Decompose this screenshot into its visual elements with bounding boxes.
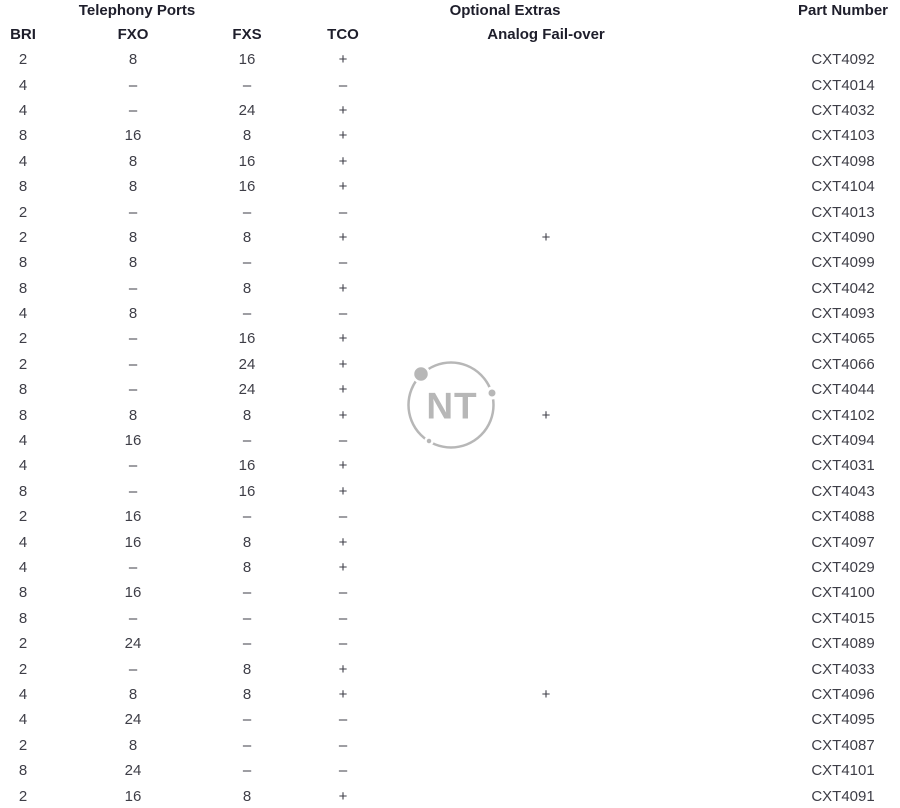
cell-tco: + [338,457,348,475]
cell-tco: + [338,178,348,196]
cell-part-number: CXT4098 [811,152,875,170]
cell-part-number: CXT4104 [811,178,875,196]
cell-tco: + [338,787,348,805]
cell-part-number: CXT4092 [811,51,875,69]
cell-fxs: 8 [242,685,252,703]
cell-part-number: CXT4102 [811,406,875,424]
cell-fxo: 8 [128,736,138,754]
cell-tco: + [338,406,348,424]
cell-fxo: 8 [128,406,138,424]
cell-part-number: CXT4093 [811,305,875,323]
cell-bri: 8 [18,584,28,602]
cell-fxs: 16 [238,457,256,475]
cell-bri: 4 [18,432,28,450]
cell-fxs: 16 [238,178,256,196]
cell-fxs: – [242,203,252,221]
cell-bri: 4 [18,101,28,119]
cell-fxs: – [242,609,252,627]
cell-fxo: 16 [124,787,142,805]
cell-fxo: 8 [128,305,138,323]
cell-fxo: 8 [128,685,138,703]
cell-part-number: CXT4043 [811,482,875,500]
cell-tco: – [338,508,348,526]
cell-part-number: CXT4029 [811,559,875,576]
cell-fxo: – [128,76,138,94]
cell-bri: 4 [18,533,28,551]
cell-fxs: 24 [238,101,256,119]
cell-fxo: – [128,101,138,119]
table-row [0,149,900,174]
cell-part-number: CXT4089 [811,635,875,653]
cell-part-number: CXT4103 [811,127,875,145]
cell-fxs: – [242,76,252,94]
cell-bri: 4 [18,305,28,323]
cell-part-number: CXT4095 [811,711,875,729]
cell-fxs: 8 [242,533,252,551]
column-header-bri: BRI [10,25,36,43]
cell-tco: + [338,127,348,145]
table-row [0,72,900,97]
cell-bri: 4 [18,711,28,729]
cell-tco: + [338,685,348,703]
table-row [0,123,900,148]
watermark-text: NT [426,385,478,427]
cell-fxo: 8 [128,228,138,246]
cell-tco: + [338,279,348,297]
column-header-analog-failover: Analog Fail-over [487,25,605,43]
cell-fxo: 8 [128,178,138,196]
table-row [0,758,900,783]
table-row [0,326,900,351]
cell-part-number: CXT4100 [811,584,875,602]
cell-part-number: CXT4013 [811,203,875,221]
cell-fxo: 8 [128,51,138,69]
cell-bri: 2 [18,787,28,805]
table-row [0,276,900,301]
cell-tco: + [338,381,348,399]
cell-bri: 8 [18,381,28,399]
column-header-tco: TCO [327,25,359,43]
cell-part-number: CXT4042 [811,279,875,297]
cell-bri: 4 [18,559,28,576]
table-row [0,504,900,529]
cell-tco: + [338,482,348,500]
cell-tco: + [338,152,348,170]
cell-bri: 8 [18,127,28,145]
cell-part-number: CXT4101 [811,762,875,780]
cell-part-number: CXT4097 [811,533,875,551]
table-row [0,783,900,808]
cell-fxs: 8 [242,787,252,805]
cell-fxo: 24 [124,635,142,653]
cell-fxs: 16 [238,152,256,170]
table-row [0,98,900,123]
cell-part-number: CXT4087 [811,736,875,754]
cell-fxs: 16 [238,330,256,348]
cell-fxs: 24 [238,355,256,373]
cell-fxo: – [128,482,138,500]
cell-fxs: – [242,305,252,323]
cell-bri: 8 [18,482,28,500]
cell-tco: + [338,330,348,348]
cell-fxs: 8 [242,279,252,297]
cell-part-number: CXT4090 [811,228,875,246]
cell-fxo: – [128,660,138,678]
table-row [0,682,900,707]
cell-fxo: 24 [124,762,142,780]
cell-analog-failover: + [541,228,551,246]
cell-fxo: 16 [124,127,142,145]
cell-bri: 2 [18,355,28,373]
cell-part-number: CXT4014 [811,76,875,94]
cell-bri: 2 [18,736,28,754]
cell-fxs: – [242,711,252,729]
table-row [0,707,900,732]
cell-tco: – [338,711,348,729]
table-row [0,479,900,504]
cell-bri: 4 [18,685,28,703]
cell-tco: – [338,635,348,653]
cell-part-number: CXT4031 [811,457,875,475]
cell-bri: 8 [18,178,28,196]
cell-tco: – [338,584,348,602]
group-header-optional-extras: Optional Extras [449,2,561,19]
table-row [0,402,900,427]
cell-fxo: 16 [124,508,142,526]
table-row [0,174,900,199]
cell-tco: – [338,76,348,94]
cell-fxs: – [242,736,252,754]
cell-fxo: – [128,203,138,221]
cell-bri: 2 [18,635,28,653]
column-header-part-number: Part Number [797,2,889,19]
table-row [0,606,900,631]
cell-tco: + [338,101,348,119]
cell-fxo: – [128,559,138,576]
cell-fxs: 8 [242,127,252,145]
cell-part-number: CXT4091 [811,787,875,805]
cell-bri: 4 [18,152,28,170]
column-header-row [0,21,900,47]
cell-tco: – [338,432,348,450]
cell-fxs: – [242,762,252,780]
group-header-row [0,0,900,21]
cell-tco: + [338,355,348,373]
table-row [0,555,900,580]
cell-part-number: CXT4088 [811,508,875,526]
cell-fxs: – [242,508,252,526]
table-row [0,631,900,656]
table-row [0,656,900,681]
cell-part-number: CXT4096 [811,685,875,703]
cell-fxo: – [128,457,138,475]
cell-tco: + [338,51,348,69]
cell-fxo: 16 [124,533,142,551]
table-row [0,225,900,250]
table-row [0,529,900,554]
cell-bri: 4 [18,76,28,94]
table-row [0,580,900,605]
table-row [0,733,900,758]
cell-bri: 8 [18,609,28,627]
cell-bri: 2 [18,228,28,246]
cell-fxo: – [128,330,138,348]
cell-tco: + [338,533,348,551]
cell-fxo: 8 [128,254,138,272]
cell-bri: 8 [18,279,28,297]
cell-fxs: 8 [242,406,252,424]
cell-part-number: CXT4033 [811,660,875,678]
table-row [0,250,900,275]
table-row [0,453,900,478]
table-row [0,428,900,453]
cell-tco: – [338,736,348,754]
table-row [0,352,900,377]
table-body [0,47,900,808]
cell-bri: 2 [18,660,28,678]
cell-fxs: – [242,584,252,602]
cell-fxo: – [128,609,138,627]
cell-bri: 2 [18,203,28,221]
cell-tco: – [338,203,348,221]
cell-part-number: CXT4099 [811,254,875,272]
cell-fxs: 24 [238,381,256,399]
group-header-telephony-ports: Telephony Ports [78,2,196,19]
cell-part-number: CXT4032 [811,101,875,119]
cell-part-number: CXT4066 [811,355,875,373]
cell-fxs: 16 [238,51,256,69]
column-header-fxs: FXS [232,25,262,43]
cell-tco: – [338,762,348,780]
cell-tco: + [338,559,348,576]
cell-bri: 2 [18,330,28,348]
cell-fxo: 8 [128,152,138,170]
cell-fxo: – [128,355,138,373]
cell-bri: 2 [18,508,28,526]
cell-tco: + [338,660,348,678]
cell-part-number: CXT4094 [811,432,875,450]
cell-fxo: 16 [124,432,142,450]
cell-part-number: CXT4015 [811,609,875,627]
cell-fxs: – [242,635,252,653]
cell-fxs: – [242,254,252,272]
cell-bri: 8 [18,406,28,424]
cell-tco: – [338,305,348,323]
cell-bri: 2 [18,51,28,69]
column-header-fxo: FXO [117,25,149,43]
cell-tco: + [338,228,348,246]
cell-fxo: – [128,279,138,297]
cell-part-number: CXT4044 [811,381,875,399]
cell-fxs: 8 [242,228,252,246]
cell-bri: 4 [18,457,28,475]
cell-tco: – [338,254,348,272]
cell-fxs: 8 [242,559,252,576]
cell-fxo: 16 [124,584,142,602]
cell-bri: 8 [18,254,28,272]
cell-part-number: CXT4065 [811,330,875,348]
cell-fxs: 16 [238,482,256,500]
cell-fxo: 24 [124,711,142,729]
table-row [0,199,900,224]
cell-bri: 8 [18,762,28,780]
table-row [0,301,900,326]
table-row [0,377,900,402]
cell-analog-failover: + [541,406,551,424]
table-row [0,47,900,72]
cell-analog-failover: + [541,685,551,703]
cell-fxo: – [128,381,138,399]
cell-fxs: 8 [242,660,252,678]
cell-fxs: – [242,432,252,450]
cell-tco: – [338,609,348,627]
